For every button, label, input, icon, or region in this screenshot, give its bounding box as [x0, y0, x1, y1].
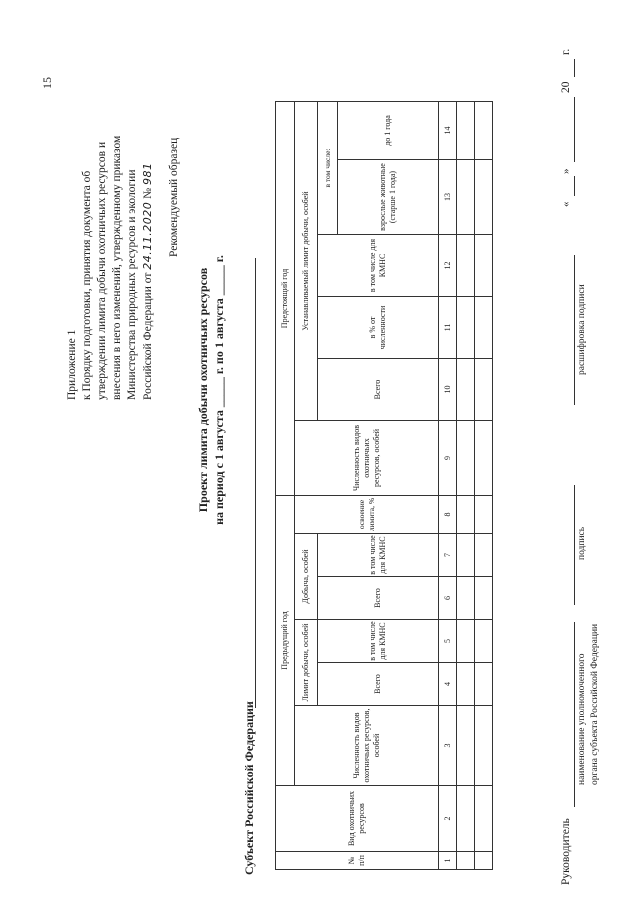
header-harvest: Добыча, особей: [295, 534, 318, 620]
header-species: Вид охотничьих ресурсов: [276, 786, 439, 852]
column-number: 13: [439, 160, 457, 235]
header-limit-prev: Лимит добычи, особей: [295, 620, 318, 706]
table-cell: [457, 786, 475, 852]
header-upcoming-year: Предстоящий год: [276, 102, 295, 496]
table-cell: [475, 852, 493, 870]
column-number: 7: [439, 534, 457, 577]
appendix-line: Министерства природных ресурсов и экологии: [126, 169, 138, 400]
number-sign: №: [142, 187, 154, 199]
header-num: № п/п: [276, 852, 439, 870]
table-cell: [457, 852, 475, 870]
table-cell: [457, 160, 475, 235]
header-including: в том числе:: [318, 102, 338, 235]
year-line: [574, 59, 575, 77]
table-cell: [457, 102, 475, 160]
table-cell: [475, 577, 493, 620]
column-number: 6: [439, 577, 457, 620]
handwritten-order-number: 981: [141, 162, 154, 186]
table-cell: [457, 620, 475, 663]
table-cell: [475, 534, 493, 577]
appendix-order-line: [140, 10, 156, 400]
org-caption-1: наименование уполномоченного: [577, 653, 587, 785]
date-close-quote: »: [560, 168, 572, 174]
table-cell: [475, 297, 493, 359]
signature-line: [574, 485, 575, 605]
table-cell: [457, 663, 475, 706]
table-cell: [457, 421, 475, 496]
subject-fill-line: [255, 258, 256, 708]
year-prefix: 20: [560, 81, 572, 93]
column-number: 5: [439, 620, 457, 663]
table-cell: [475, 235, 493, 297]
document-title: [195, 180, 227, 600]
table-cell: [457, 235, 475, 297]
table-cell: [475, 359, 493, 421]
table-cell: [457, 577, 475, 620]
limit-table: [275, 101, 493, 870]
appendix-line: Российской Федерации от: [142, 272, 154, 400]
appendix-line: Приложение 1: [66, 329, 78, 400]
table-cell: [475, 786, 493, 852]
table-cell: [475, 706, 493, 786]
head-label: Руководитель: [560, 818, 572, 885]
header-kmns-12: в том числе для КМНС: [318, 235, 439, 297]
month-line: [574, 97, 575, 162]
recommended-sample-label: Рекомендуемый образец: [168, 137, 180, 257]
table-cell: [457, 297, 475, 359]
table-cell: [475, 160, 493, 235]
day-line: [574, 176, 575, 196]
title-line-1: Проект лимита добычи охотничьих ресурсов: [196, 267, 210, 513]
table-cell: [457, 496, 475, 534]
column-number: 14: [439, 102, 457, 160]
header-limit-set: Устанавливаемый лимит добычи, особей: [295, 102, 318, 421]
title-line-2: на период с 1 августа _____ г. по 1 августа _____ г.: [212, 255, 226, 525]
header-previous-year: Предыдущий год: [276, 496, 295, 786]
appendix-header: [65, 10, 156, 400]
header-utilization: освоение лимита, %: [295, 496, 439, 534]
appendix-line: к Порядку подготовки, принятия документа об: [81, 170, 93, 400]
table-cell: [457, 359, 475, 421]
column-number: 3: [439, 706, 457, 786]
signature-caption: подпись: [577, 526, 587, 560]
header-population: Численность видов охотничьих ресурсов, особей: [295, 706, 439, 786]
header-adults: взрослые животные (старше 1 года): [338, 160, 439, 235]
date-open-quote: «: [560, 201, 572, 207]
table-cell: [475, 663, 493, 706]
column-number-row: [439, 102, 457, 870]
column-number: 1: [439, 852, 457, 870]
table-cell: [475, 102, 493, 160]
column-number: 8: [439, 496, 457, 534]
table-cell: [475, 421, 493, 496]
column-number: 10: [439, 359, 457, 421]
column-number: 12: [439, 235, 457, 297]
header-total-10: Всего: [318, 359, 439, 421]
header-total-6: Всего: [318, 577, 439, 620]
subject-label: Субъект Российской Федерации: [242, 701, 256, 875]
header-percent: в % от численности: [318, 297, 439, 359]
table-cell: [475, 496, 493, 534]
column-number: 2: [439, 786, 457, 852]
year-suffix: г.: [560, 48, 572, 55]
appendix-line: утверждении лимита добычи охотничьих ресурсов и: [96, 141, 108, 400]
column-number: 9: [439, 421, 457, 496]
table-cell: [457, 706, 475, 786]
column-number: 11: [439, 297, 457, 359]
header-under1: до 1 года: [338, 102, 439, 160]
appendix-line: внесения в него изменений, утвержденному приказом: [111, 135, 123, 400]
decode-caption: расшифровка подписи: [577, 284, 587, 375]
table-cell: [475, 620, 493, 663]
header-population-9: Численность видов охотничьих ресурсов, особей: [295, 421, 439, 496]
page-number: 15: [40, 77, 54, 89]
header-kmns-7: в том числе для КМНС: [318, 534, 439, 577]
org-name-line: [574, 622, 575, 807]
table-cell: [457, 534, 475, 577]
header-total-4: Всего: [318, 663, 439, 706]
decode-line: [574, 255, 575, 405]
handwritten-date: 24.11.2020: [141, 201, 154, 270]
column-number: 4: [439, 663, 457, 706]
org-caption-2: органа субъекта Российской Федерации: [590, 623, 600, 785]
table-row: [475, 102, 493, 870]
header-kmns-5: в том числе для КМНС: [318, 620, 439, 663]
table-row: [457, 102, 475, 870]
